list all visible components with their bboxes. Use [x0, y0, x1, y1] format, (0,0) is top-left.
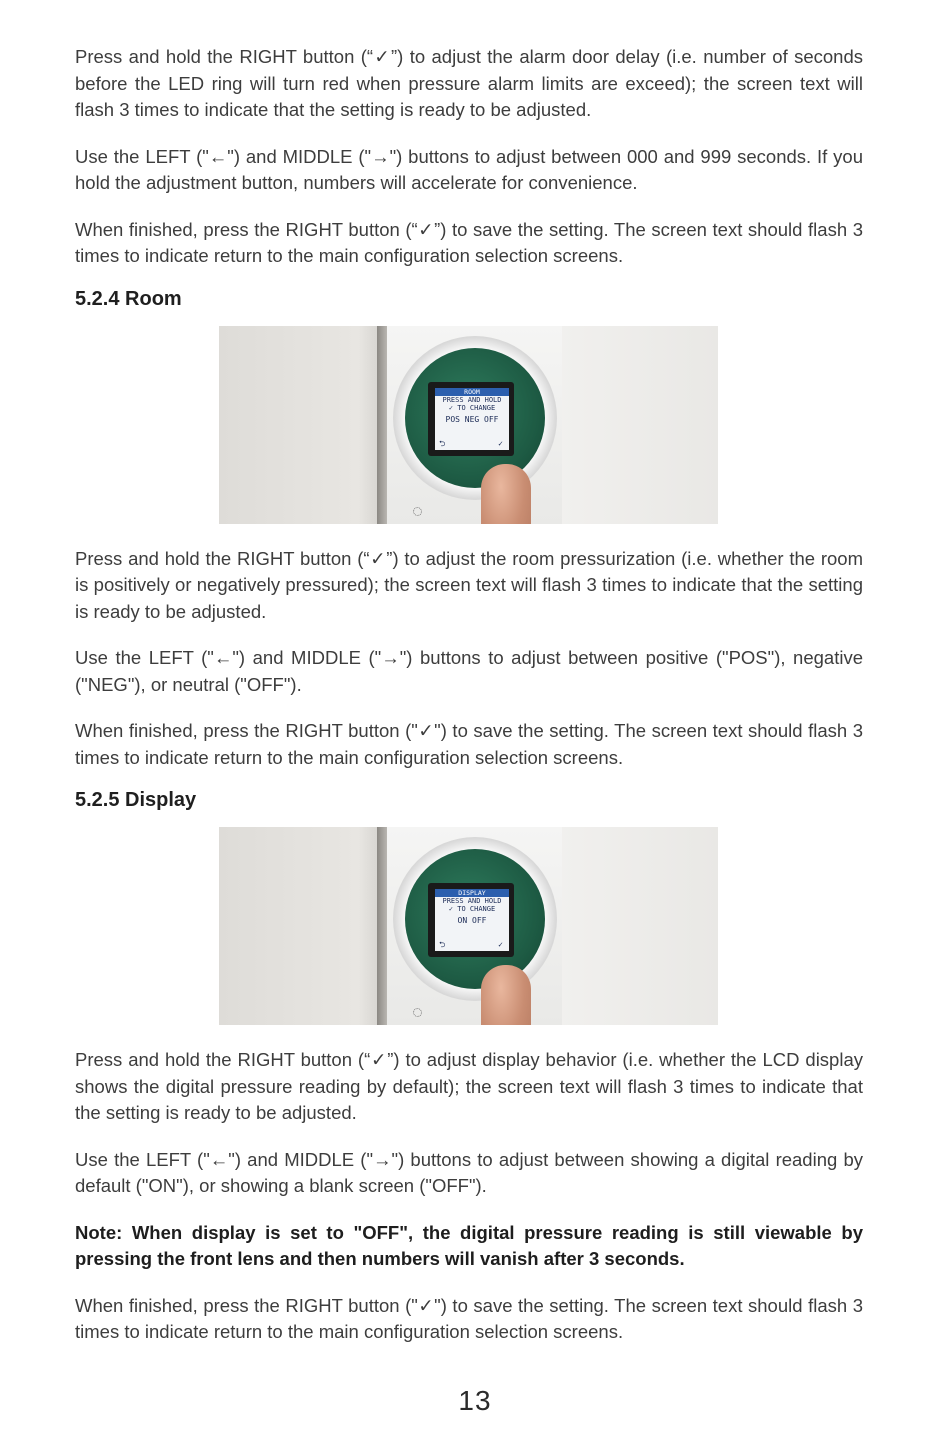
sensor-dot-icon [413, 1008, 422, 1017]
screen-instruction-line2: ✓ TO CHANGE [448, 905, 496, 913]
room-range-paragraph: Use the LEFT ("←") and MIDDLE ("→") buttons to adjust between positive ("POS"), negative ("NEG"), or neutral ("OFF"). [75, 647, 863, 695]
pressing-finger [481, 464, 531, 524]
screen-options: ON OFF [457, 916, 487, 925]
screen-instruction-line1: PRESS AND HOLD [442, 395, 502, 404]
check-icon: ✓ [498, 940, 503, 949]
check-icon: ✓ [498, 438, 503, 448]
screen-options: POS NEG OFF [445, 414, 499, 424]
lcd-screen [435, 889, 509, 951]
alarm-delay-range-paragraph: Use the LEFT ("←") and MIDDLE ("→") buttons to adjust between 000 and 999 seconds. If you hold the adjustment button, numbers will accelerate for convenience. [75, 145, 863, 193]
display-note-paragraph: Note: When display is set to "OFF", the digital pressure reading is still viewable by pressing the front lens and then numbers will vanish after 3 seconds. [75, 1221, 863, 1269]
page-number: 13 [458, 1385, 492, 1416]
section-heading-room: 5.2.4 Room [75, 287, 182, 310]
lcd-screen [435, 388, 509, 450]
document-page [75, 44, 863, 1366]
screen-title: DISPLAY [435, 889, 509, 897]
display-save-paragraph: When finished, press the RIGHT button ("✓") to save the setting. The screen text should flash 3 times to indicate return to the main configuration selection screens. [75, 1294, 863, 1342]
section-heading-display: 5.2.5 Display [75, 789, 197, 811]
display-adjust-paragraph: Press and hold the RIGHT button (“✓”) to adjust display behavior (i.e. whether the LCD display shows the digital pressure reading by default); the screen text will flash 3 times to indicate that the setting is ready to be adjusted. [75, 1049, 863, 1123]
back-arrow-icon: ⮌ [439, 940, 446, 949]
screen-instruction-line1: PRESS AND HOLD [442, 897, 502, 905]
alarm-delay-adjust-paragraph: Press and hold the RIGHT button (“✓”) to adjust the alarm door delay (i.e. number of seconds before the LED ring will turn red when pressure alarm limits are exceed); the screen text will flash 3 times to indicate that the setting is ready to be adjusted. [75, 46, 863, 120]
room-adjust-paragraph: Press and hold the RIGHT button (“✓”) to adjust the room pressurization (i.e. whether the room is positively or negatively pressured); the screen text will flash 3 times to indicate that the setting is ready to be adjusted. [75, 547, 863, 622]
screen-key-hints [439, 439, 503, 448]
alarm-delay-save-paragraph: When finished, press the RIGHT button (“✓”) to save the setting. The screen text should flash 3 times to indicate return to the main configuration selection screens. [75, 218, 863, 266]
door-frame-strip [377, 827, 387, 1025]
door-frame-strip [377, 326, 387, 524]
room-setting-photo [219, 326, 718, 524]
screen-title: ROOM [435, 388, 509, 396]
display-range-paragraph: Use the LEFT ("←") and MIDDLE ("→") buttons to adjust between showing a digital reading by default ("ON"), or showing a blank screen ("OFF"). [75, 1148, 863, 1196]
screen-key-hints [439, 940, 503, 949]
sensor-dot-icon [413, 507, 422, 516]
room-save-paragraph: When finished, press the RIGHT button ("✓") to save the setting. The screen text should flash 3 times to indicate return to the main configuration selection screens. [75, 720, 863, 768]
pressing-finger [481, 965, 531, 1025]
display-setting-photo [219, 827, 718, 1025]
back-arrow-icon: ⮌ [439, 438, 446, 448]
screen-instruction-line2: ✓ TO CHANGE [448, 403, 496, 412]
